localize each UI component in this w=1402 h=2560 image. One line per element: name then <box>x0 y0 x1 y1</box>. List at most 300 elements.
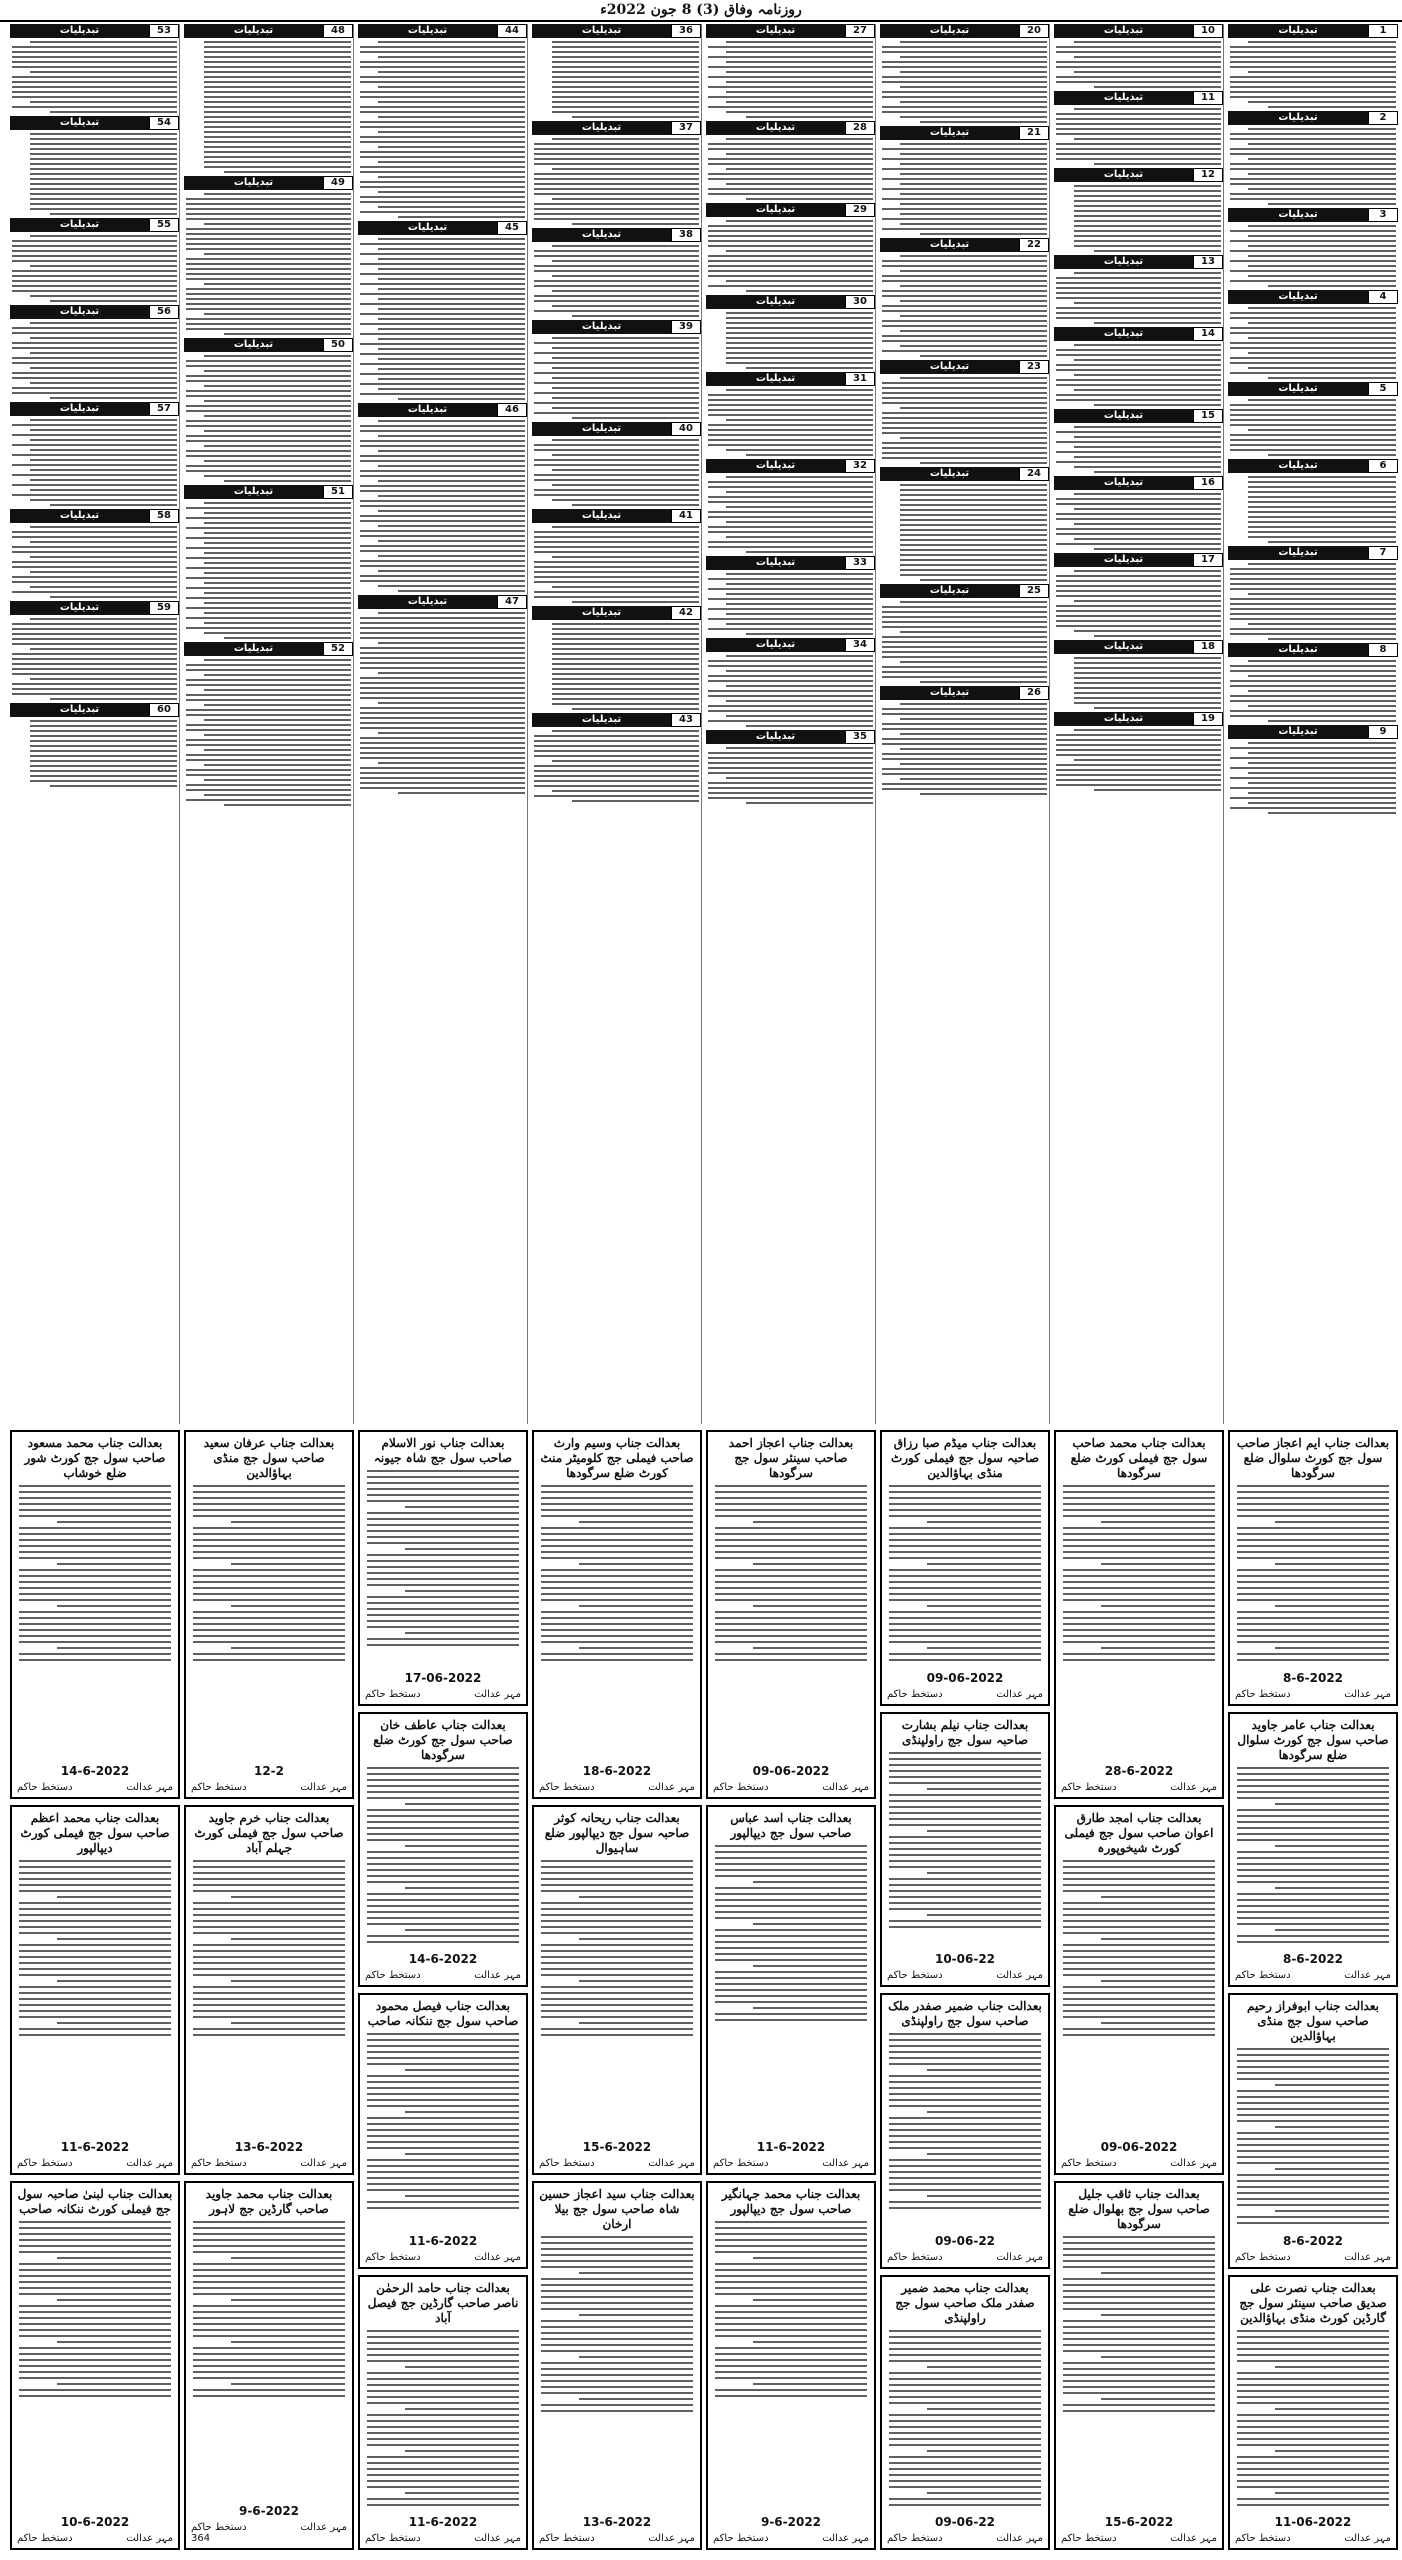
ad-label: تبدیلیات <box>1054 476 1193 490</box>
ad-number: 56 <box>149 305 179 319</box>
notice-body <box>1235 1481 1391 1667</box>
court-seal-label: مہر عدالت <box>1344 2251 1391 2263</box>
notice-date: 09-06-22 <box>934 2515 996 2529</box>
ad-text <box>1228 399 1398 456</box>
ad-text <box>10 133 179 215</box>
ad-text <box>1228 742 1398 814</box>
ad-text <box>1054 41 1223 88</box>
ad-label: تبدیلیات <box>10 703 149 717</box>
notice-date: 15-6-2022 <box>1104 2514 1174 2529</box>
ad-number: 40 <box>671 422 701 436</box>
classified-ad <box>532 24 701 118</box>
notice-title: بعدالت جناب ثاقب جلیل صاحب سول جج بھلوال ضلع سرگودھا <box>1068 2186 1210 2231</box>
notice-body <box>365 1763 521 1949</box>
notice-date: 11-6-2022 <box>408 2233 478 2248</box>
notice-date: 18-6-2022 <box>582 1764 652 1779</box>
ad-number: 20 <box>1019 24 1049 38</box>
notice-footer <box>365 2252 521 2263</box>
ad-label: تبدیلیات <box>10 601 149 615</box>
ad-number: 25 <box>1019 584 1049 598</box>
ad-number: 7 <box>1368 546 1398 560</box>
judge-signature-label: دستخط حاکم <box>17 2157 73 2169</box>
ad-number: 35 <box>845 730 875 744</box>
notice-date: 15-6-2022 <box>582 2139 652 2154</box>
ad-text <box>880 377 1049 464</box>
notice-title: بعدالت جناب ایم اعجاز صاحب سول جج کورٹ سلوال ضلع سرگودھا <box>1236 1436 1390 1480</box>
ad-text <box>880 41 1049 123</box>
ad-label: تبدیلیات <box>10 218 149 232</box>
judge-signature-label: دستخط حاکم <box>365 1688 421 1700</box>
notice-footer <box>713 1782 869 1793</box>
classified-ad <box>358 24 527 218</box>
notice-column <box>706 1430 876 2550</box>
ad-number: 11 <box>1193 91 1223 105</box>
ad-label: تبدیلیات <box>1054 327 1193 341</box>
notice-title: بعدالت جناب عامر جاوید صاحب سول جج کورٹ سلوال ضلع سرگودھا <box>1237 1717 1389 1762</box>
notice-title: بعدالت جناب محمد مسعود صاحب سول جج کورٹ شور ضلع خوشاب <box>24 1436 166 1480</box>
notice-footer <box>191 2158 347 2169</box>
court-seal-label: مہر عدالت <box>822 2532 869 2544</box>
ad-number: 4 <box>1368 290 1398 304</box>
ad-label: تبدیلیات <box>706 556 845 570</box>
ad-number: 55 <box>149 218 179 232</box>
judge-signature-label: دستخط حاکم <box>191 2521 247 2533</box>
ad-number: 15 <box>1193 409 1223 423</box>
classified-ad <box>1228 546 1398 640</box>
judge-signature-label: دستخط حاکم <box>365 2533 421 2544</box>
ad-label: تبدیلیات <box>532 606 671 620</box>
ad-number: 39 <box>671 320 701 334</box>
ad-column <box>880 24 1050 1424</box>
notice-footer <box>539 2158 695 2169</box>
court-seal-label: مہر عدالت <box>996 2533 1043 2544</box>
court-notice <box>706 1805 876 2174</box>
ad-column <box>1228 24 1398 1424</box>
ad-number: 58 <box>149 509 179 523</box>
notice-date: 11-6-2022 <box>756 2139 826 2154</box>
notice-title: بعدالت جناب محمد ضمیر صفدر ملک صاحب سول جج راولپنڈی <box>895 2280 1035 2325</box>
ad-text <box>1228 128 1398 205</box>
newspaper-header <box>0 0 1402 22</box>
notice-body <box>1061 1481 1217 1760</box>
notice-footer <box>539 2533 695 2544</box>
court-notice <box>880 1993 1050 2269</box>
ad-text <box>706 41 875 118</box>
classified-ad <box>184 642 353 806</box>
notice-title: بعدالت جناب ابوفراز رحیم صاحب سول جج منڈی بہاؤالدین <box>1247 1999 1379 2043</box>
ad-text <box>10 419 179 506</box>
ad-text <box>1054 185 1223 252</box>
court-notice <box>1228 1430 1398 1706</box>
classified-ad <box>706 203 875 292</box>
ad-column <box>358 24 528 1424</box>
court-seal-label: مہر عدالت <box>648 1782 695 1794</box>
notice-footer <box>1061 1782 1217 1793</box>
ad-number: 54 <box>149 116 179 130</box>
notice-footer <box>539 1782 695 1793</box>
ad-label: تبدیلیات <box>706 459 845 473</box>
court-notices <box>4 1430 1398 2550</box>
ad-text <box>358 420 527 592</box>
ad-label: تبدیلیات <box>10 116 149 130</box>
ad-label: تبدیلیات <box>880 238 1019 252</box>
court-seal-label: مہر عدالت <box>300 2521 347 2533</box>
ad-text <box>1054 729 1223 791</box>
court-notice <box>10 1430 180 1799</box>
classified-ad <box>532 509 701 603</box>
ad-text <box>532 526 701 603</box>
ad-number: 16 <box>1193 476 1223 490</box>
notice-body <box>713 2217 869 2511</box>
court-seal-label: مہر عدالت <box>126 2157 173 2169</box>
classified-ad <box>1054 476 1223 550</box>
notice-date: 8-6-2022 <box>1282 1670 1344 1685</box>
ad-text <box>532 337 701 419</box>
ad-label: تبدیلیات <box>1228 208 1368 222</box>
judge-signature-label: دستخط حاکم <box>887 1970 943 1981</box>
court-notice <box>10 1805 180 2174</box>
ad-text <box>1054 108 1223 165</box>
court-seal-label: مہر عدالت <box>474 1970 521 1981</box>
ad-text <box>532 730 701 802</box>
court-notice <box>706 2181 876 2550</box>
notice-footer <box>887 2533 1043 2544</box>
notice-footer <box>713 2533 869 2544</box>
ad-number: 2 <box>1368 111 1398 125</box>
classified-ad <box>1054 409 1223 473</box>
ad-number: 52 <box>323 642 353 656</box>
classified-ad <box>532 422 701 506</box>
court-notice <box>358 1993 528 2269</box>
notice-body <box>17 2217 173 2511</box>
court-notice <box>184 2181 354 2550</box>
ad-text <box>1228 41 1398 108</box>
notice-body <box>1061 2232 1217 2511</box>
ad-text <box>1228 307 1398 379</box>
classified-ad <box>706 730 875 804</box>
classified-ad <box>880 126 1049 235</box>
ad-label: تبدیلیات <box>10 509 149 523</box>
ad-label: تبدیلیات <box>706 295 845 309</box>
ad-label: تبدیلیات <box>706 203 845 217</box>
ad-label: تبدیلیات <box>706 372 845 386</box>
court-seal-label: مہر عدالت <box>648 2532 695 2544</box>
notice-date: 9-6-2022 <box>760 2514 822 2529</box>
court-notice <box>880 2275 1050 2551</box>
ad-label: تبدیلیات <box>1054 91 1193 105</box>
ad-number: 43 <box>671 713 701 727</box>
notice-title: بعدالت جناب ریحانہ کوثر صاحبہ سول جج دیپالپور ضلع ساہیوال <box>544 1811 690 1856</box>
notice-title: بعدالت جناب فیصل محمود صاحب سول جج ننکانہ صاحب <box>367 1999 519 2028</box>
court-seal-label: مہر عدالت <box>1170 2532 1217 2544</box>
ad-number: 28 <box>845 121 875 135</box>
ad-number: 18 <box>1193 640 1223 654</box>
ad-number: 33 <box>845 556 875 570</box>
classified-ad <box>10 509 179 598</box>
ad-label: تبدیلیات <box>358 403 497 417</box>
notice-column <box>532 1430 702 2550</box>
classified-ad <box>532 320 701 419</box>
ad-number: 12 <box>1193 168 1223 182</box>
notice-title: بعدالت جناب اسد عباس صاحب سول جج دیپالپور <box>730 1811 852 1841</box>
court-notice <box>880 1430 1050 1706</box>
ad-label: تبدیلیات <box>358 595 497 609</box>
notice-footer <box>1235 1689 1391 1700</box>
classified-ad <box>1228 382 1398 456</box>
ad-text <box>1228 225 1398 287</box>
court-notice <box>532 1430 702 1799</box>
notice-date: 09-06-2022 <box>752 1764 830 1779</box>
classified-ad <box>706 295 875 369</box>
notice-body <box>1235 1763 1391 1949</box>
judge-signature-label: دستخط حاکم <box>191 2157 247 2169</box>
court-seal-label: مہر عدالت <box>1170 2157 1217 2169</box>
ad-text <box>706 476 875 553</box>
ad-label: تبدیلیات <box>532 228 671 242</box>
notice-date: 11-6-2022 <box>408 2515 478 2529</box>
ad-text <box>1054 570 1223 637</box>
notice-title: بعدالت جناب وسیم وارث صاحب فیملی جج کلومیٹر منٹ کورٹ ضلع سرگودھا <box>540 1436 694 1480</box>
judge-signature-label: دستخط حاکم <box>887 2533 943 2544</box>
classified-ad <box>706 638 875 727</box>
classified-ad <box>184 176 353 335</box>
ad-text <box>358 41 527 218</box>
notice-title: بعدالت جناب ضمیر صفدر ملک صاحب سول جج راولپنڈی <box>888 1999 1042 2028</box>
ad-label: تبدیلیات <box>880 360 1019 374</box>
court-notice <box>1054 1805 1224 2174</box>
court-notice <box>184 1430 354 1799</box>
ad-number: 45 <box>497 221 527 235</box>
court-seal-label: مہر عدالت <box>474 2251 521 2263</box>
ad-label: تبدیلیات <box>1228 643 1368 657</box>
ad-number: 44 <box>497 24 527 38</box>
ad-text <box>880 255 1049 357</box>
ad-label: تبدیلیات <box>1054 409 1193 423</box>
notice-footer <box>365 1970 521 1981</box>
ad-text <box>532 138 701 225</box>
notice-body <box>887 2029 1043 2230</box>
ad-number: 38 <box>671 228 701 242</box>
ad-label: تبدیلیات <box>184 642 323 656</box>
notice-column <box>10 1430 180 2550</box>
notice-footer <box>713 2158 869 2169</box>
notice-date: 14-6-2022 <box>60 1764 130 1779</box>
notice-footer <box>17 2158 173 2169</box>
notice-footer <box>1235 2252 1391 2263</box>
court-notice <box>358 1430 528 1706</box>
notice-footer <box>365 2533 521 2544</box>
ad-text <box>1054 426 1223 473</box>
court-notice <box>1228 1712 1398 1988</box>
ad-text <box>10 41 179 113</box>
ad-number: 30 <box>845 295 875 309</box>
court-seal-label: مہر عدالت <box>996 1970 1043 1981</box>
court-seal-label: مہر عدالت <box>126 1782 173 1794</box>
ad-text <box>532 439 701 506</box>
judge-signature-label: دستخط حاکم <box>539 1782 595 1794</box>
notice-footer <box>17 2533 173 2544</box>
court-seal-label: مہر عدالت <box>648 2157 695 2169</box>
notice-date: 13-6-2022 <box>582 2514 652 2529</box>
classified-ad <box>1228 643 1398 722</box>
ad-text <box>184 659 353 806</box>
ad-number: 8 <box>1368 643 1398 657</box>
classified-ad <box>706 121 875 200</box>
notice-body <box>713 1841 869 2135</box>
ad-text <box>358 612 527 794</box>
notice-body <box>539 1856 695 2135</box>
ad-text <box>880 143 1049 235</box>
notice-date: 28-6-2022 <box>1104 1764 1174 1779</box>
court-seal-label: مہر عدالت <box>300 2157 347 2169</box>
ad-number: 48 <box>323 24 353 38</box>
notice-body <box>365 2029 521 2230</box>
ad-text <box>1228 660 1398 722</box>
ad-number: 9 <box>1368 725 1398 739</box>
notice-title: بعدالت جناب لبنیٰ صاحبہ سول جج فیملی کورٹ ننکانہ صاحب <box>17 2186 173 2216</box>
ad-text <box>706 138 875 200</box>
notice-date: 10-06-22 <box>934 1952 996 1966</box>
judge-signature-label: دستخط حاکم <box>17 2532 73 2544</box>
notice-date: 09-06-2022 <box>926 1670 1004 1685</box>
judge-signature-label: دستخط حاکم <box>887 1688 943 1700</box>
ad-number: 60 <box>149 703 179 717</box>
ad-label: تبدیلیات <box>1228 546 1368 560</box>
notice-date: 12-2 <box>253 1764 285 1779</box>
notice-footer <box>887 1689 1043 1700</box>
ad-label: تبدیلیات <box>706 730 845 744</box>
notice-body <box>1061 1856 1217 2135</box>
notice-footer <box>1235 1970 1391 1981</box>
ad-label: تبدیلیات <box>532 713 671 727</box>
ad-number: 53 <box>149 24 179 38</box>
judge-signature-label: دستخط حاکم <box>365 2251 421 2263</box>
notice-title: بعدالت جناب نیلم بشارت صاحبہ سول جج راولپنڈی <box>901 1717 1029 1747</box>
judge-signature-label: دستخط حاکم <box>1235 2251 1291 2263</box>
court-notice <box>532 2181 702 2550</box>
notice-body <box>887 2326 1043 2512</box>
ad-number: 34 <box>845 638 875 652</box>
notice-column <box>880 1430 1050 2550</box>
notice-body <box>17 1856 173 2135</box>
judge-signature-label: دستخط حاکم <box>365 1970 421 1981</box>
ad-number: 23 <box>1019 360 1049 374</box>
ad-label: تبدیلیات <box>880 584 1019 598</box>
notice-date: 17-06-2022 <box>404 1670 482 1685</box>
classified-ad <box>358 221 527 400</box>
notice-title: بعدالت جناب اعجاز احمد صاحب سینئر سول جج سرگودھا <box>728 1436 854 1480</box>
judge-signature-label: دستخط حاکم <box>887 2251 943 2263</box>
classified-ad <box>880 686 1049 795</box>
ad-number: 10 <box>1193 24 1223 38</box>
notice-date: 14-6-2022 <box>408 1952 478 1966</box>
ad-text <box>1054 657 1223 709</box>
classified-ad <box>10 305 179 399</box>
classified-ad <box>706 459 875 553</box>
classified-ad <box>880 360 1049 464</box>
classified-ad <box>10 601 179 700</box>
ad-label: تبدیلیات <box>1054 24 1193 38</box>
classified-ad <box>358 403 527 592</box>
ad-text <box>532 41 701 118</box>
judge-signature-label: دستخط حاکم <box>1235 1970 1291 1981</box>
ad-label: تبدیلیات <box>10 402 149 416</box>
ad-number: 59 <box>149 601 179 615</box>
ad-text <box>1054 272 1223 324</box>
ad-label: تبدیلیات <box>10 305 149 319</box>
ad-label: تبدیلیات <box>706 121 845 135</box>
classified-ad <box>1054 640 1223 709</box>
notice-body <box>539 2232 695 2511</box>
court-seal-label: مہر عدالت <box>126 2532 173 2544</box>
notice-column <box>184 1430 354 2550</box>
court-seal-label: مہر عدالت <box>996 1688 1043 1700</box>
ad-number: 3 <box>1368 208 1398 222</box>
notice-title: بعدالت جناب محمد صاحب سول جج فیملی کورٹ ضلع سرگودھا <box>1070 1436 1208 1480</box>
judge-signature-label: دستخط حاکم <box>1235 1688 1291 1700</box>
ad-text <box>1228 563 1398 640</box>
classified-ad <box>1228 208 1398 287</box>
ad-label: تبدیلیات <box>532 24 671 38</box>
ad-label: تبدیلیات <box>1228 725 1368 739</box>
notice-body <box>887 1481 1043 1667</box>
court-notice <box>1228 2275 1398 2551</box>
ad-number: 6 <box>1368 459 1398 473</box>
ad-label: تبدیلیات <box>532 422 671 436</box>
notice-footer <box>191 2522 347 2533</box>
notice-date: 9-6-2022 <box>238 2503 300 2518</box>
judge-signature-label: دستخط حاکم <box>713 1782 769 1794</box>
notice-column <box>1054 1430 1224 2550</box>
judge-signature-label: دستخط حاکم <box>1061 2157 1117 2169</box>
ad-label: تبدیلیات <box>880 126 1019 140</box>
ad-label: تبدیلیات <box>532 509 671 523</box>
classified-ad <box>706 372 875 456</box>
notice-footer <box>1061 2158 1217 2169</box>
ad-text <box>706 312 875 369</box>
ad-label: تبدیلیات <box>1054 553 1193 567</box>
ad-number: 26 <box>1019 686 1049 700</box>
notice-date: 10-6-2022 <box>60 2514 130 2529</box>
classified-ad <box>10 703 179 787</box>
classified-ad <box>1054 553 1223 637</box>
classified-ad <box>10 402 179 506</box>
judge-signature-label: دستخط حاکم <box>1061 1782 1117 1794</box>
notice-body <box>365 1466 521 1667</box>
ad-number: 14 <box>1193 327 1223 341</box>
classified-ad <box>10 24 179 113</box>
court-seal-label: مہر عدالت <box>822 1782 869 1794</box>
ad-text <box>532 623 701 710</box>
notice-title: بعدالت جناب محمد جاوید صاحب گارڈین جج لاہور <box>205 2186 333 2216</box>
ad-text <box>706 655 875 727</box>
notice-body <box>191 1856 347 2135</box>
ad-label: تبدیلیات <box>1228 382 1368 396</box>
notice-date: 11-6-2022 <box>60 2139 130 2154</box>
notice-body <box>191 2217 347 2500</box>
ad-column <box>706 24 876 1424</box>
ad-text <box>880 601 1049 683</box>
notice-footer <box>1061 2533 1217 2544</box>
ad-number: 19 <box>1193 712 1223 726</box>
court-seal-label: مہر عدالت <box>1344 1688 1391 1700</box>
classified-ad <box>1228 459 1398 543</box>
ad-text <box>706 389 875 456</box>
notice-title: بعدالت جناب عرفان سعید صاحب سول جج منڈی بہاؤالدین <box>203 1436 335 1480</box>
court-seal-label: مہر عدالت <box>996 2251 1043 2263</box>
notice-body <box>1235 2044 1391 2230</box>
ad-column <box>184 24 354 1424</box>
